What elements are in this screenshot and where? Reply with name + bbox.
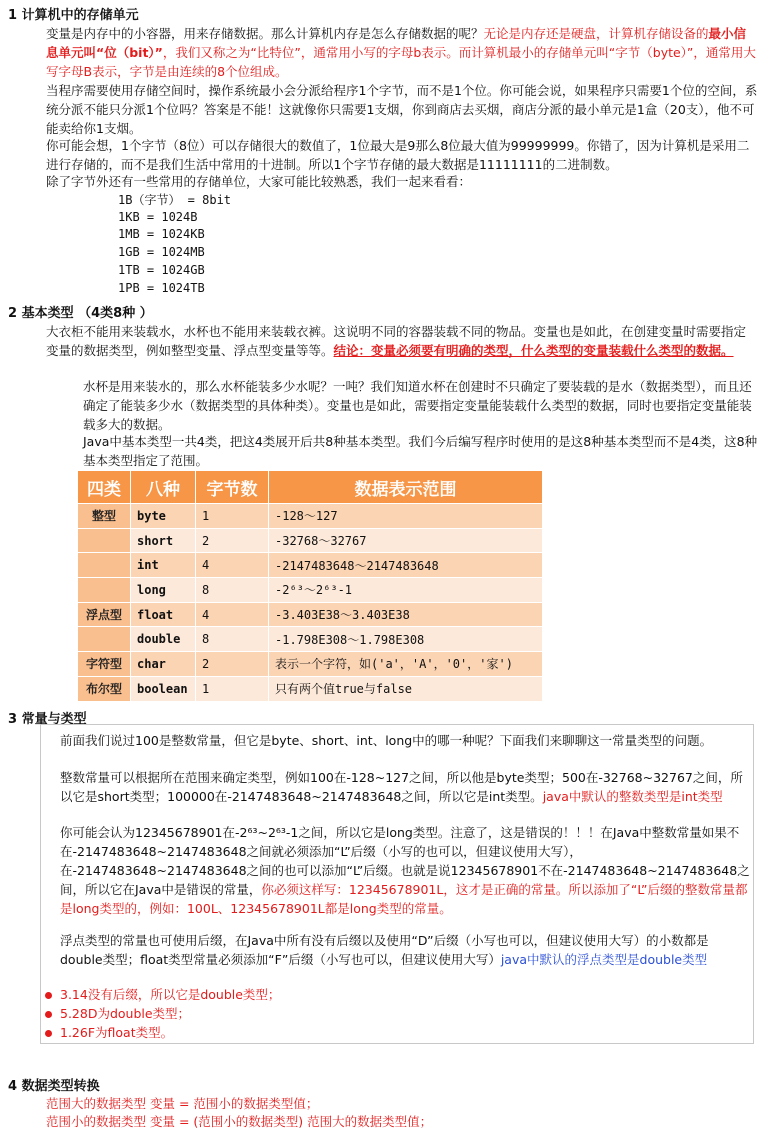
type-bytes: 1 <box>196 504 269 529</box>
type-range: -2147483648～2147483648 <box>269 553 543 578</box>
type-name: short <box>131 528 196 553</box>
type-name: boolean <box>131 676 196 701</box>
type-range: 只有两个值true与false <box>269 676 543 701</box>
s1-paragraph-2: 当程序需要使用存储空间时，操作系统最小会分派给程序1个字节，而不是1个位。你可能会说，如果程序只需要1个位的空间，系统分派不能只分派1个位吗？答案是不能！这就像你只需要1支烟，你到商店去买烟，商店分派的最小单元是1盒（20支），他不可能卖给你1支烟。 <box>46 83 758 136</box>
type-name: long <box>131 578 196 603</box>
table-header: 数据表示范围 <box>269 471 543 504</box>
table-row <box>78 676 543 701</box>
bullet-item: 1.26F为float类型。 <box>60 1025 174 1040</box>
type-bytes: 8 <box>196 627 269 652</box>
bullet-icon <box>45 992 52 999</box>
type-bytes: 4 <box>196 602 269 627</box>
type-bytes: 2 <box>196 652 269 677</box>
section-3-title: 3 常量与类型 <box>8 712 87 727</box>
type-category: 字符型 <box>78 652 131 677</box>
unit-line: 1MB = 1024KB <box>118 227 205 241</box>
bullet-item: 3.14没有后缀，所以它是double类型； <box>60 987 281 1002</box>
type-category: 整型 <box>78 504 131 529</box>
s3-paragraph-3: 你可能会认为12345678901在-2⁶³~2⁶³-1之间，所以它是long类型。注意了，这是错误的！！！在Java中整数常量如果不在-2147483648~2147483648之间就必须添加“L”后缀（小写的也可以，但建议使用大写），在-2147483648~2147483648之间的也可以添加“L”后缀。也就是说12345678901不在-2147483648~2147483648之间，所以它在Java中是错误的常量，你必须这样写：12345678901L，这才是正确的常量。所以添加了“L”后缀的整数常量都是long类型的，例如：100L、12345678901L都是long类型的常量。 <box>60 825 750 916</box>
type-range: -32768～32767 <box>269 528 543 553</box>
type-bytes: 8 <box>196 578 269 603</box>
type-category <box>78 553 131 578</box>
unit-line: 1KB = 1024B <box>118 210 198 224</box>
s1-paragraph-1: 变量是内存中的小容器，用来存储数据。那么计算机内存是怎么存储数据的呢？无论是内存还是硬盘，计算机存储设备的最小信息单元叫“位（bit）”，我们又称之为“比特位”，通常用小写的字母b表示。而计算机最小的存储单元叫“字节（byte）”，通常用大写字母B表示，字节是由连续的8个位组成。 <box>46 26 756 79</box>
type-category <box>78 578 131 603</box>
conversion-rule-narrowing: 范围小的数据类型 变量 = (范围小的数据类型) 范围大的数据类型值； <box>46 1114 433 1129</box>
section-4-title: 4 数据类型转换 <box>8 1079 100 1094</box>
bullet-icon <box>45 1011 52 1018</box>
s2-paragraph-2: 水杯是用来装水的，那么水杯能装多少水呢？一吨？我们知道水杯在创建时不只确定了要装载的是水（数据类型），而且还确定了能装多少水（数据类型的具体种类）。变量也是如此，需要指定变量能装载什么类型的数据，同时也要指定变量能装载多大的数据。 <box>83 379 752 432</box>
unit-line: 1B（字节） = 8bit <box>118 193 232 207</box>
bullet-icon <box>45 1030 52 1037</box>
section-1-title: 1 计算机中的存储单元 <box>8 8 139 23</box>
table-row <box>78 652 543 677</box>
table-row <box>78 504 543 529</box>
type-category <box>78 627 131 652</box>
type-range: -128～127 <box>269 504 543 529</box>
bullet-item: 5.28D为double类型； <box>60 1006 191 1021</box>
s2-paragraph-1: 大衣柜不能用来装载水，水杯也不能用来装载衣裤。这说明不同的容器装载不同的物品。变量也是如此，在创建变量时需要指定变量的数据类型，例如整型变量、浮点型变量等等。结论：变量必须要有明确的类型，什么类型的变量装载什么类型的数据。 <box>46 324 747 358</box>
type-bytes: 1 <box>196 676 269 701</box>
s3-paragraph-2: 整数常量可以根据所在范围来确定类型，例如100在-128~127之间，所以他是byte类型；500在-32768~32767之间，所以它是short类型；100000在-2147483648~2147483648之间，所以它是int类型。java中默认的整数类型是int类型 <box>60 770 743 804</box>
unit-line: 1PB = 1024TB <box>118 281 205 295</box>
unit-line: 1TB = 1024GB <box>118 263 205 277</box>
type-name: double <box>131 627 196 652</box>
table-header: 八种 <box>131 471 196 504</box>
s1-paragraph-3: 你可能会想，1个字节（8位）可以存储很大的数值了，1位最大是9那么8位最大值为99999999。你错了，因为计算机是采用二进行存储的，而不是我们生活中常用的十进制。所以1个字节存储的最大数据是11111111的二进制数。 <box>46 138 750 172</box>
table-header: 字节数 <box>196 471 269 504</box>
unit-line: 1GB = 1024MB <box>118 245 205 259</box>
type-bytes: 4 <box>196 553 269 578</box>
type-range: -3.403E38～3.403E38 <box>269 602 543 627</box>
s1-paragraph-4: 除了字节外还有一些常用的存储单位，大家可能比较熟悉，我们一起来看看： <box>46 174 472 189</box>
type-category: 浮点型 <box>78 602 131 627</box>
type-category <box>78 528 131 553</box>
s3-paragraph-4: 浮点类型的常量也可使用后缀，在Java中所有没有后缀以及使用“D”后缀（小写也可以，但建议使用大写）的小数都是double类型；float类型常量必须添加“F”后缀（小写也可以，但建议使用大写）java中默认的浮点类型是double类型 <box>60 933 709 967</box>
type-name: int <box>131 553 196 578</box>
type-range: 表示一个字符，如('a'，'A'，'0'，'家') <box>269 652 543 677</box>
type-name: byte <box>131 504 196 529</box>
table-row <box>78 602 543 627</box>
primitive-types-table <box>77 470 543 702</box>
s3-paragraph-1: 前面我们说过100是整数常量，但它是byte、short、int、long中的哪一种呢？下面我们来聊聊这一常量类型的问题。 <box>60 733 713 748</box>
section-2-title: 2 基本类型 （4类8种 ） <box>8 306 153 321</box>
table-header: 四类 <box>78 471 131 504</box>
table-row <box>78 553 543 578</box>
table-row <box>78 578 543 603</box>
type-range: -2⁶³～2⁶³-1 <box>269 578 543 603</box>
table-row <box>78 627 543 652</box>
type-name: char <box>131 652 196 677</box>
type-bytes: 2 <box>196 528 269 553</box>
conversion-rule-widening: 范围大的数据类型 变量 = 范围小的数据类型值； <box>46 1096 319 1111</box>
type-category: 布尔型 <box>78 676 131 701</box>
s2-paragraph-3: Java中基本类型一共4类，把这4类展开后共8种基本类型。我们今后编写程序时使用的是这8种基本类型而不是4类，这8种基本类型指定了范围。 <box>83 434 758 468</box>
table-row <box>78 528 543 553</box>
type-range: -1.798E308～1.798E308 <box>269 627 543 652</box>
type-name: float <box>131 602 196 627</box>
